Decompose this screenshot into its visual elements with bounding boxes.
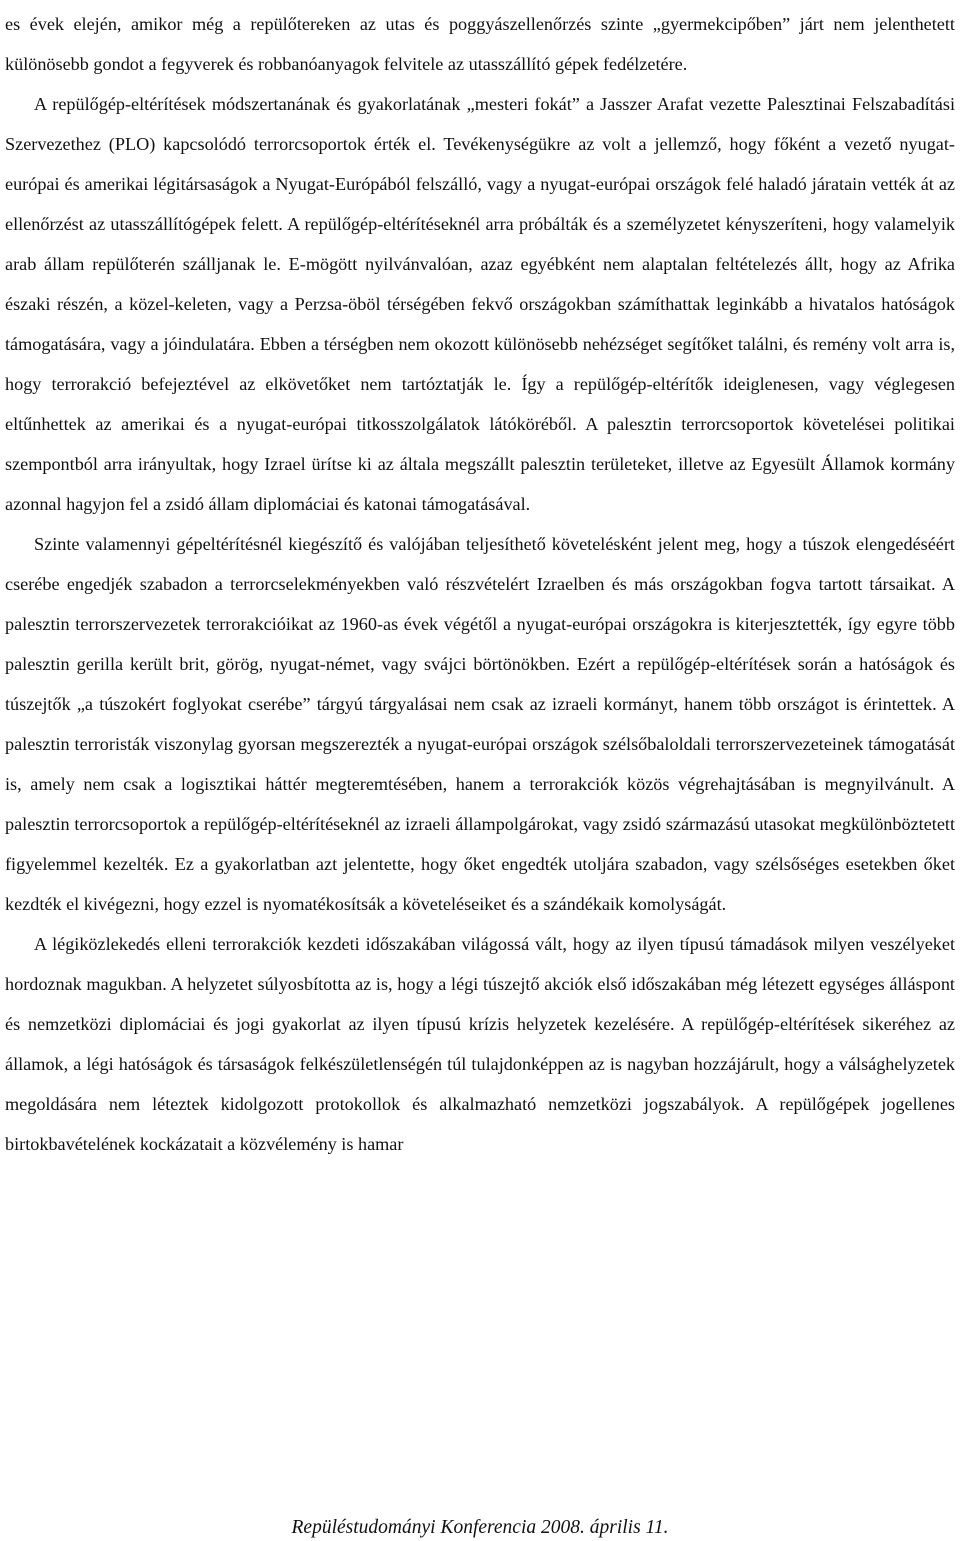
document-body	[5, 4, 955, 1164]
paragraph-early-terror-period: A légiközlekedés elleni terrorakciók kezdeti időszakában világossá vált, hogy az ilyen típusú támadások milyen veszélyeket hordoznak magukban. A helyzetet súlyosbította az is, hogy a légi túszejtő akciók első időszakában még létezett egységes álláspont és nemzetközi diplomáciai és jogi gyakorlat az ilyen típusú krízis helyzetek kezelésére. A repülőgép-eltérítések sikeréhez az államok, a légi hatóságok és társaságok felkészületlenségén túl tulajdonképpen az is nagyban hozzájárult, hogy a válsághelyzetek megoldására nem léteztek kidolgozott protokollok és alkalmazható nemzetközi jogszabályok. A repülőgépek jogellenes birtokbavételének kockázatait a közvélemény is hamar	[5, 934, 955, 1154]
paragraph-continuation: es évek elején, amikor még a repülőtereken az utas és poggyászellenőrzés szinte „gyermekcipőben” járt nem jelenthetett különösebb gondot a fegyverek és robbanóanyagok felvitele az utasszállító gépek fedélzetére.	[5, 14, 955, 74]
paragraph-plo-hijackings: A repülőgép-eltérítések módszertanának és gyakorlatának „mesteri fokát” a Jasszer Arafat vezette Palesztinai Felszabadítási Szervezethez (PLO) kapcsolódó terrorcsoportok érték el. Tevékenységükre az volt a jellemző, hogy főként a vezető nyugat-európai és amerikai légitársaságok a Nyugat-Európából felszálló, vagy a nyugat-európai országok felé haladó járatain vették át az ellenőrzést az utasszállítógépek felett. A repülőgép-eltérítéseknél arra próbálták és a személyzetet kényszeríteni, hogy valamelyik arab állam repülőterén szálljanak le. E-mögött nyilvánvalóan, azaz egyébként nem alaptalan feltételezés állt, hogy az Afrika északi részén, a közel-keleten, vagy a Perzsa-öböl térségében fekvő országokban számíthattak leginkább a hivatalos hatóságok támogatására, vagy a jóindulatára. Ebben a térségben nem okozott különösebb nehézséget segítőket találni, és remény volt arra is, hogy terrorakció befejeztével az elkövetőket nem tartóztatják le. Így a repülőgép-eltérítők ideiglenesen, vagy véglegesen eltűnhettek az amerikai és a nyugat-európai titkosszolgálatok látóköréből. A palesztin terrorcsoportok követelései politikai szempontból arra irányultak, hogy Izrael ürítse ki az általa megszállt palesztin területeket, illetve az Egyesült Államok kormány azonnal hagyjon fel a zsidó állam diplomáciai és katonai támogatásával.	[5, 94, 955, 514]
paragraph-hostage-demands: Szinte valamennyi gépeltérítésnél kiegészítő és valójában teljesíthető követelésként jelent meg, hogy a túszok elengedéséért cserébe engedjék szabadon a terrorcselekményekben való részvételért Izraelben és más országokban fogva tartott társaikat. A palesztin terrorszervezetek terrorakcióikat az 1960-as évek végétől a nyugat-európai országokra is kiterjesztették, így egyre több palesztin gerilla került brit, görög, nyugat-német, vagy svájci börtönökben. Ezért a repülőgép-eltérítések során a hatóságok és túszejtők „a túszokért foglyokat cserébe” tárgyú tárgyalásai nem csak az izraeli kormányt, hanem több országot is érintettek. A palesztin terroristák viszonylag gyorsan megszerezték a nyugat-európai országok szélsőbaloldali terrorszervezeteinek támogatását is, amely nem csak a logisztikai háttér megteremtésében, hanem a terrorakciók közös végrehajtásában is megnyilvánult. A palesztin terrorcsoportok a repülőgép-eltérítéseknél az izraeli állampolgárokat, vagy zsidó származású utasokat megkülönböztetett figyelemmel kezelték. Ez a gyakorlatban azt jelentette, hogy őket engedték utoljára szabadon, vagy szélsőséges esetekben őket kezdték el kivégezni, hogy ezzel is nyomatékosítsák a követeléseiket és a szándékaik komolyságát.	[5, 534, 955, 914]
page-footer: Repüléstudományi Konferencia 2008. április 11.	[291, 1517, 669, 1538]
